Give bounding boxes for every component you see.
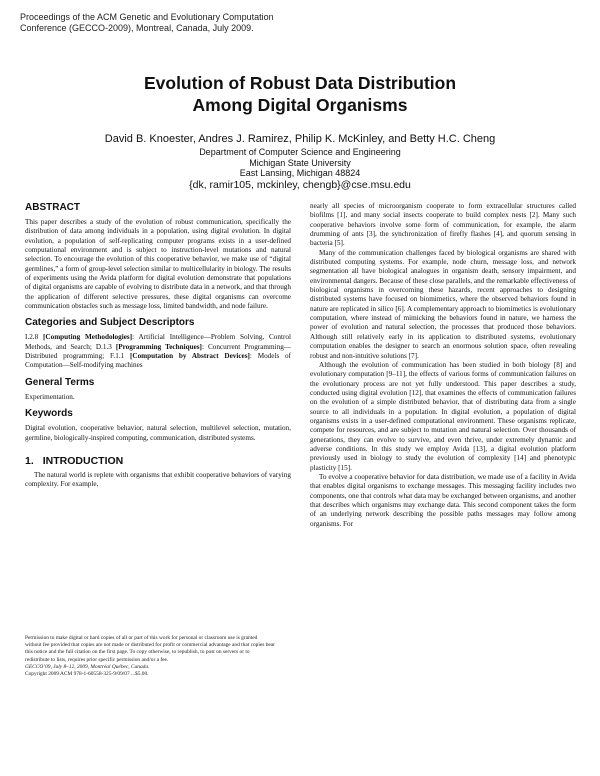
general-terms-text: Experimentation.	[25, 392, 75, 401]
category-code: F.1.1	[110, 352, 130, 361]
category-name: [Programming Techniques]	[115, 342, 202, 351]
author-list: David B. Knoester, Andres J. Ramirez, Philip K. McKinley, and Betty H.C. Cheng	[104, 133, 496, 145]
body-paragraph: To evolve a cooperative behavior for data distribution, we made use of a facility in Avida that enables digital organisms to exchange messages. This messaging facility includes two components, one that controls what data may be exchanged between organisms, and another that describes which organisms may exchange data. This second component takes the form of an underlying network describing the possible paths messages may follow among organisms. For	[310, 472, 576, 528]
category-name: [Computation by Abstract Devices]	[130, 352, 250, 361]
department: Department of Computer Science and Engineering	[199, 147, 401, 157]
title-line: Among Digital Organisms	[192, 95, 408, 115]
category-code: I.2.8	[25, 333, 44, 342]
keywords-text: Digital evolution, cooperative behavior, natural selection, multilevel selection, mutation, germline, biologically-inspired computing, communication, distributed systems.	[25, 424, 291, 442]
university: Michigan State University	[249, 157, 351, 168]
address: East Lansing, Michigan 48824	[239, 168, 361, 179]
left-column	[25, 202, 291, 490]
permission-text: Permission to make digital or hard copies of all or part of this work for personal or classroom use is granted without fee provided that copies are not made or distributed for profit or commercial advantage and that copies bear this notice and the full citation on the first page. To copy otherwise, to republish, to post on servers or to redistribute to lists, requires prior specific permission and/or a fee.	[25, 635, 275, 663]
venue-line: Conference (GECCO-2009), Montreal, Canada, July 2009.	[20, 23, 254, 33]
affiliation	[0, 147, 600, 192]
body-paragraph: Many of the communication challenges faced by biological organisms are shared with distributed computing systems. For example, node churn, message loss, and network segmentation all have biological analogues in organism death, sensory impairment, and environmental dangers. Because of these close parallels, and the remarkable effectiveness of biological organisms in overcoming these hazards, recent approaches to designing distributed systems have focused on biomimetics, where the observed behaviors found in nature are replicated in silico [6]. A complementary approach to biomimetics is evolutionary computation, where instead of mimicking the behaviors found in nature, we harness the power of evolution and natural selection, the processes that produced those behaviors. Although still relatively early in its application to distributed systems, evolutionary computation enables the designer to search an enormous solution space, often revealing robust and non-intuitive solutions [7].	[310, 248, 576, 360]
category-desc: : Artificial Intelligence—Problem Solving, Control Methods, and Search;	[25, 333, 291, 351]
venue-line: Proceedings of the ACM Genetic and Evolutionary Computation	[20, 12, 274, 22]
author-emails: {dk, ramir105, mckinley, chengb}@cse.msu.edu	[189, 178, 411, 191]
abstract-heading: ABSTRACT	[25, 202, 80, 213]
categories-text	[25, 333, 291, 370]
keywords-heading: Keywords	[25, 408, 73, 420]
category-desc: : Concurrent Programming—Distributed programming;	[25, 342, 291, 361]
general-terms-heading: General Terms	[25, 376, 95, 388]
conference-line: GECCO’09, July 8–12, 2009, Montréal Québec, Canada.	[25, 663, 150, 670]
venue-header	[20, 12, 440, 34]
section-number: 1.	[25, 454, 34, 467]
body-paragraph: Although the evolution of communication has been studied in both biology [8] and evolutionary computation [9–11], the effects of various forms of communication failures on the evolutionary process are not yet fully understood. This paper describes a study, conducted using digital evolution [12], that examines the effects of communication failures on the evolution of a simple distributed behavior, that of distributing data from a single source to all individuals in a population. In digital evolution, a population of digital organisms exists in a user-defined computational environment. These organisms replicate, compete for resources, and are subject to mutation and natural selection. Over thousands of generations, they can evolve to survive, and even thrive, under extremely dynamic and adverse conditions. In this study we employ Avida [13], a digital evolution platform previously used in biology to study the evolution of complexity [14] and phenotypic plasticity [15].	[310, 360, 576, 472]
paper-title	[0, 72, 600, 116]
introduction-heading	[25, 455, 291, 467]
category-desc: : Models of Computation—Self-modifying machines	[25, 352, 292, 370]
body-paragraph: nearly all species of microorganism cooperate to form extracellular structures called biofilms [1], and many social insects cooperate to build complex nests [2]. Many such cooperative behaviors involve some form of communication, for example, the alarm drumming of ants [3], the synchronization of firefly flashes [4], and quorum sensing in bacteria [5].	[310, 202, 576, 248]
abstract-text: This paper describes a study of the evolution of robust communication, specifically the distribution of data among individuals in a population, using digital evolution. In digital evolution, a population of self-replicating computer programs exists in a user-defined computational environment and is subject to instruction-level mutations and natural selection. To encourage the evolution of this cooperative behavior, we make use of “digital germlines,” a form of group-level selection similar to multicellularity in biology. The results of experiments using the Avida platform for digital evolution demonstrate that populations of digital organisms are capable of evolving to distribute data in a network, and that through the application of different selective pressures, these digital organisms can overcome communication obstacles such as message loss, limited bandwidth, and node failure.	[25, 218, 291, 311]
permission-notice	[25, 635, 275, 678]
copyright-line: Copyright 2009 ACM 978-1-60558-325-9/09/07 ...$5.00.	[25, 671, 149, 678]
title-line: Evolution of Robust Data Distribution	[143, 73, 457, 93]
right-column	[310, 202, 576, 529]
category-name: [Computing Methodologies]	[43, 333, 133, 342]
introduction-text: The natural world is replete with organisms that exhibit cooperative behaviors of varying complexity. For example,	[25, 470, 291, 489]
section-title: INTRODUCTION	[42, 454, 124, 467]
category-code: D.1.3	[95, 342, 116, 351]
categories-heading: Categories and Subject Descriptors	[25, 317, 195, 329]
